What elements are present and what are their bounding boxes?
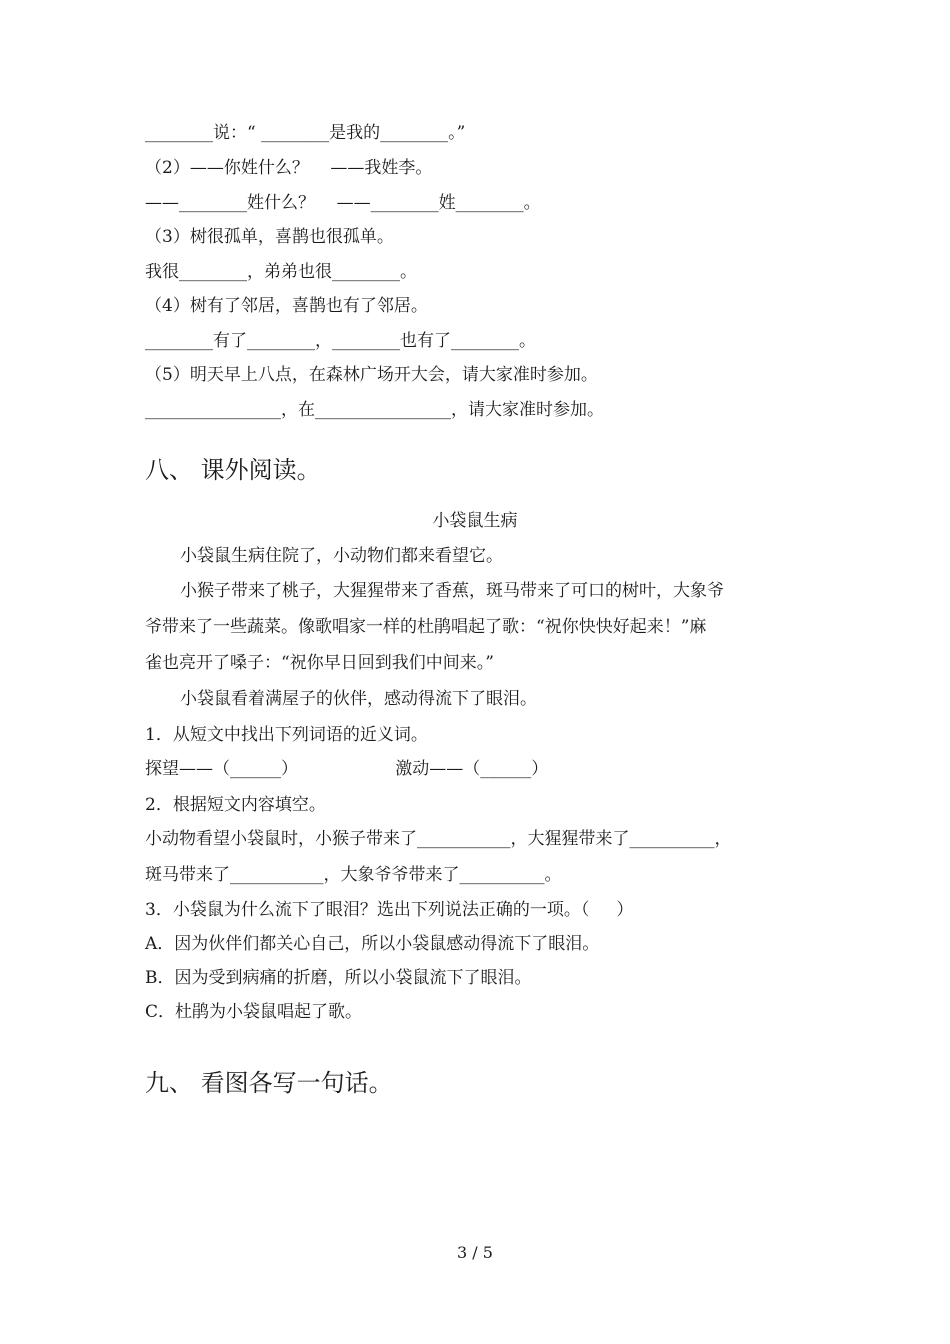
question-line: 3．小袋鼠为什么流下了眼泪？选出下列说法正确的一项。（ ）	[145, 900, 634, 920]
exercise-line: （5）明天早上八点，在森林广场开大会，请大家准时参加。	[145, 365, 598, 385]
question-line: 1．从短文中找出下列词语的近义词。	[145, 725, 428, 745]
section-heading: 九、 看图各写一句话。	[145, 1069, 393, 1097]
answer-option: B．因为受到病痛的折磨，所以小袋鼠流下了眼泪。	[145, 968, 532, 988]
story-paragraph: 小猴子带来了桃子，大猩猩带来了香蕉，斑马带来了可口的树叶，大象爷	[180, 581, 724, 601]
exercise-line: ________说：“ ________是我的________。”	[145, 123, 466, 143]
question-line: 小动物看望小袋鼠时，小猴子带来了___________，大猩猩带来了__________，	[145, 829, 732, 849]
section-heading: 八、 课外阅读。	[145, 456, 321, 484]
exercise-line: （2）——你姓什么？ ——我姓李。	[145, 158, 433, 178]
exercise-line: ________________，在________________，请大家准时参加。	[145, 400, 604, 420]
exercise-line: （4）树有了邻居，喜鹊也有了邻居。	[145, 296, 428, 316]
answer-option: A．因为伙伴们都关心自己，所以小袋鼠感动得流下了眼泪。	[145, 934, 600, 954]
exercise-line: （3）树很孤单，喜鹊也很孤单。	[145, 227, 394, 247]
story-paragraph: 小袋鼠看着满屋子的伙伴，感动得流下了眼泪。	[180, 689, 537, 709]
story-title: 小袋鼠生病	[432, 511, 518, 531]
question-line: 斑马带来了___________，大象爷爷带来了__________。	[145, 865, 562, 885]
exercise-line: ——________姓什么？ ——________姓________。	[145, 193, 541, 213]
question-line: 2．根据短文内容填空。	[145, 795, 326, 815]
exercise-line: 我很________，弟弟也很________。	[145, 262, 417, 282]
question-line: 探望——（______） 激动——（______）	[145, 759, 549, 779]
story-paragraph: 爷带来了一些蔬菜。像歌唱家一样的杜鹃唱起了歌：“祝你快快好起来！”麻	[145, 617, 707, 637]
story-paragraph: 小袋鼠生病住院了，小动物们都来看望它。	[180, 546, 503, 566]
exercise-line: ________有了________，________也有了________。	[145, 331, 536, 351]
page-number: 3 / 5	[457, 1243, 493, 1262]
story-paragraph: 雀也亮开了嗓子：“祝你早日回到我们中间来。”	[145, 653, 494, 673]
answer-option: C．杜鹃为小袋鼠唱起了歌。	[145, 1002, 363, 1022]
